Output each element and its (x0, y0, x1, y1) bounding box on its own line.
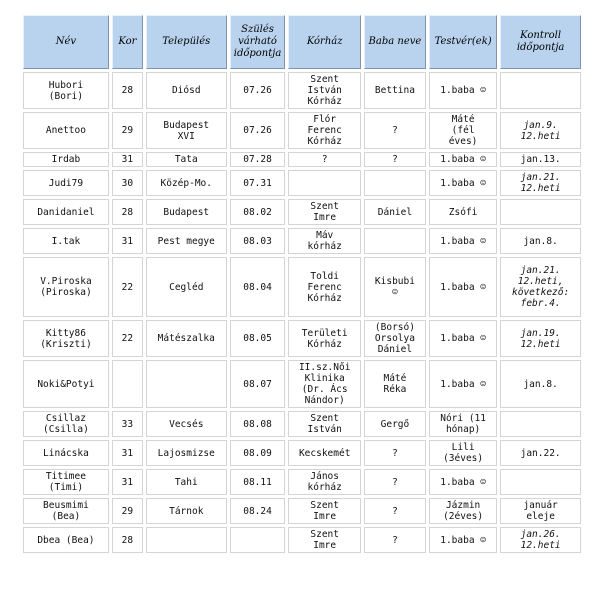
cell-siblings: 1.baba ☺ (429, 228, 497, 254)
cell-siblings: Jázmin (2éves) (429, 498, 497, 524)
cell-name: Beusmimi (Bea) (23, 498, 109, 524)
cell-checkup-date: jan.19. 12.heti (500, 320, 581, 357)
cell-siblings: Máté (fél éves) (429, 112, 497, 149)
cell-name: Dbea (Bea) (23, 527, 109, 553)
cell-checkup-date (500, 72, 581, 109)
header-due-date: Szülés várható időpontja (230, 15, 286, 69)
cell-due-date: 08.24 (230, 498, 286, 524)
cell-name: Danidaniel (23, 199, 109, 225)
cell-town (146, 360, 227, 408)
table-row (23, 527, 581, 553)
table-row (23, 411, 581, 437)
cell-checkup-date (500, 411, 581, 437)
cell-name: Anettoo (23, 112, 109, 149)
cell-baby-name (364, 228, 426, 254)
cell-due-date: 07.26 (230, 112, 286, 149)
cell-name: I.tak (23, 228, 109, 254)
cell-town: Közép-Mo. (146, 170, 227, 196)
cell-due-date: 07.31 (230, 170, 286, 196)
cell-town: Cegléd (146, 257, 227, 317)
cell-town: Lajosmizse (146, 440, 227, 466)
cell-siblings: 1.baba ☺ (429, 72, 497, 109)
cell-siblings: 1.baba ☺ (429, 360, 497, 408)
cell-hospital (288, 170, 360, 196)
cell-siblings: 1.baba ☺ (429, 152, 497, 167)
table-body (23, 72, 581, 553)
cell-name: Judi79 (23, 170, 109, 196)
cell-hospital: Toldi Ferenc Kórház (288, 257, 360, 317)
cell-town: Mátészalka (146, 320, 227, 357)
cell-baby-name: Bettina (364, 72, 426, 109)
header-town: Település (146, 15, 227, 69)
cell-checkup-date: jan.21. 12.heti, következő: febr.4. (500, 257, 581, 317)
cell-name: Hubori (Bori) (23, 72, 109, 109)
cell-hospital: Kecskemét (288, 440, 360, 466)
header-siblings: Testvér(ek) (429, 15, 497, 69)
cell-due-date (230, 527, 286, 553)
table-row (23, 440, 581, 466)
cell-baby-name: ? (364, 440, 426, 466)
cell-hospital: Szent Imre (288, 498, 360, 524)
cell-name: V.Piroska (Piroska) (23, 257, 109, 317)
cell-baby-name: Gergő (364, 411, 426, 437)
cell-town: Tata (146, 152, 227, 167)
cell-due-date: 08.05 (230, 320, 286, 357)
cell-age: 30 (112, 170, 143, 196)
cell-hospital: II.sz.Női Klinika (Dr. Ács Nándor) (288, 360, 360, 408)
cell-checkup-date: jan.21. 12.heti (500, 170, 581, 196)
cell-name: Linácska (23, 440, 109, 466)
cell-age: 31 (112, 440, 143, 466)
cell-age: 29 (112, 112, 143, 149)
cell-age: 31 (112, 228, 143, 254)
cell-name: Noki&Potyi (23, 360, 109, 408)
cell-name: Kitty86 (Kriszti) (23, 320, 109, 357)
cell-due-date: 08.02 (230, 199, 286, 225)
cell-due-date: 08.04 (230, 257, 286, 317)
table-row (23, 498, 581, 524)
cell-hospital: Szent István (288, 411, 360, 437)
table-row (23, 112, 581, 149)
cell-hospital: Szent Imre (288, 527, 360, 553)
cell-hospital: ? (288, 152, 360, 167)
header-checkup-date: Kontroll időpontja (500, 15, 581, 69)
cell-town: Tahi (146, 469, 227, 495)
header-age: Kor (112, 15, 143, 69)
header-row (23, 15, 581, 69)
cell-checkup-date: jan.13. (500, 152, 581, 167)
cell-baby-name: Dániel (364, 199, 426, 225)
table-row (23, 320, 581, 357)
table-row (23, 228, 581, 254)
cell-siblings: 1.baba ☺ (429, 170, 497, 196)
cell-checkup-date: jan.9. 12.heti (500, 112, 581, 149)
cell-checkup-date: jan.8. (500, 228, 581, 254)
cell-town: Budapest XVI (146, 112, 227, 149)
table-row (23, 170, 581, 196)
cell-baby-name (364, 170, 426, 196)
cell-town: Tárnok (146, 498, 227, 524)
table-row (23, 469, 581, 495)
cell-baby-name: (Borsó) Orsolya Dániel (364, 320, 426, 357)
cell-baby-name: ? (364, 527, 426, 553)
cell-siblings: 1.baba ☺ (429, 257, 497, 317)
cell-siblings: Nóri (11 hónap) (429, 411, 497, 437)
cell-due-date: 08.09 (230, 440, 286, 466)
cell-hospital: Máv kórház (288, 228, 360, 254)
cell-due-date: 07.26 (230, 72, 286, 109)
cell-siblings: Zsófi (429, 199, 497, 225)
cell-siblings: 1.baba ☺ (429, 469, 497, 495)
cell-town: Vecsés (146, 411, 227, 437)
cell-hospital: Szent Imre (288, 199, 360, 225)
cell-hospital: Területi Kórház (288, 320, 360, 357)
cell-name: Titimee (Timi) (23, 469, 109, 495)
header-name: Név (23, 15, 109, 69)
cell-due-date: 08.07 (230, 360, 286, 408)
cell-age: 31 (112, 469, 143, 495)
cell-name: Csillaz (Csilla) (23, 411, 109, 437)
header-hospital: Kórház (288, 15, 360, 69)
cell-age: 28 (112, 527, 143, 553)
cell-checkup-date: jan.26. 12.heti (500, 527, 581, 553)
cell-siblings: 1.baba ☺ (429, 320, 497, 357)
table-container (20, 12, 584, 556)
cell-checkup-date: január eleje (500, 498, 581, 524)
table-row (23, 199, 581, 225)
cell-siblings: 1.baba ☺ (429, 527, 497, 553)
cell-hospital: Flór Ferenc Kórház (288, 112, 360, 149)
pregnancy-table (20, 12, 584, 556)
cell-town: Diósd (146, 72, 227, 109)
cell-checkup-date: jan.8. (500, 360, 581, 408)
table-row (23, 257, 581, 317)
header-baby-name: Baba neve (364, 15, 426, 69)
cell-town: Budapest (146, 199, 227, 225)
cell-baby-name: ? (364, 112, 426, 149)
cell-due-date: 08.08 (230, 411, 286, 437)
table-row (23, 152, 581, 167)
cell-age: 28 (112, 199, 143, 225)
cell-baby-name: Máté Réka (364, 360, 426, 408)
cell-age: 22 (112, 320, 143, 357)
cell-due-date: 08.11 (230, 469, 286, 495)
cell-baby-name: ? (364, 152, 426, 167)
cell-hospital: János kórház (288, 469, 360, 495)
cell-age: 28 (112, 72, 143, 109)
cell-name: Irdab (23, 152, 109, 167)
cell-age: 31 (112, 152, 143, 167)
cell-age (112, 360, 143, 408)
table-row (23, 72, 581, 109)
cell-due-date: 08.03 (230, 228, 286, 254)
cell-checkup-date (500, 469, 581, 495)
cell-age: 22 (112, 257, 143, 317)
cell-age: 29 (112, 498, 143, 524)
cell-baby-name: Kisbubi ☺ (364, 257, 426, 317)
cell-baby-name: ? (364, 498, 426, 524)
cell-baby-name: ? (364, 469, 426, 495)
table-row (23, 360, 581, 408)
cell-hospital: Szent István Kórház (288, 72, 360, 109)
cell-town: Pest megye (146, 228, 227, 254)
cell-checkup-date: jan.22. (500, 440, 581, 466)
cell-age: 33 (112, 411, 143, 437)
cell-checkup-date (500, 199, 581, 225)
cell-siblings: Lili (3éves) (429, 440, 497, 466)
cell-due-date: 07.28 (230, 152, 286, 167)
cell-town (146, 527, 227, 553)
